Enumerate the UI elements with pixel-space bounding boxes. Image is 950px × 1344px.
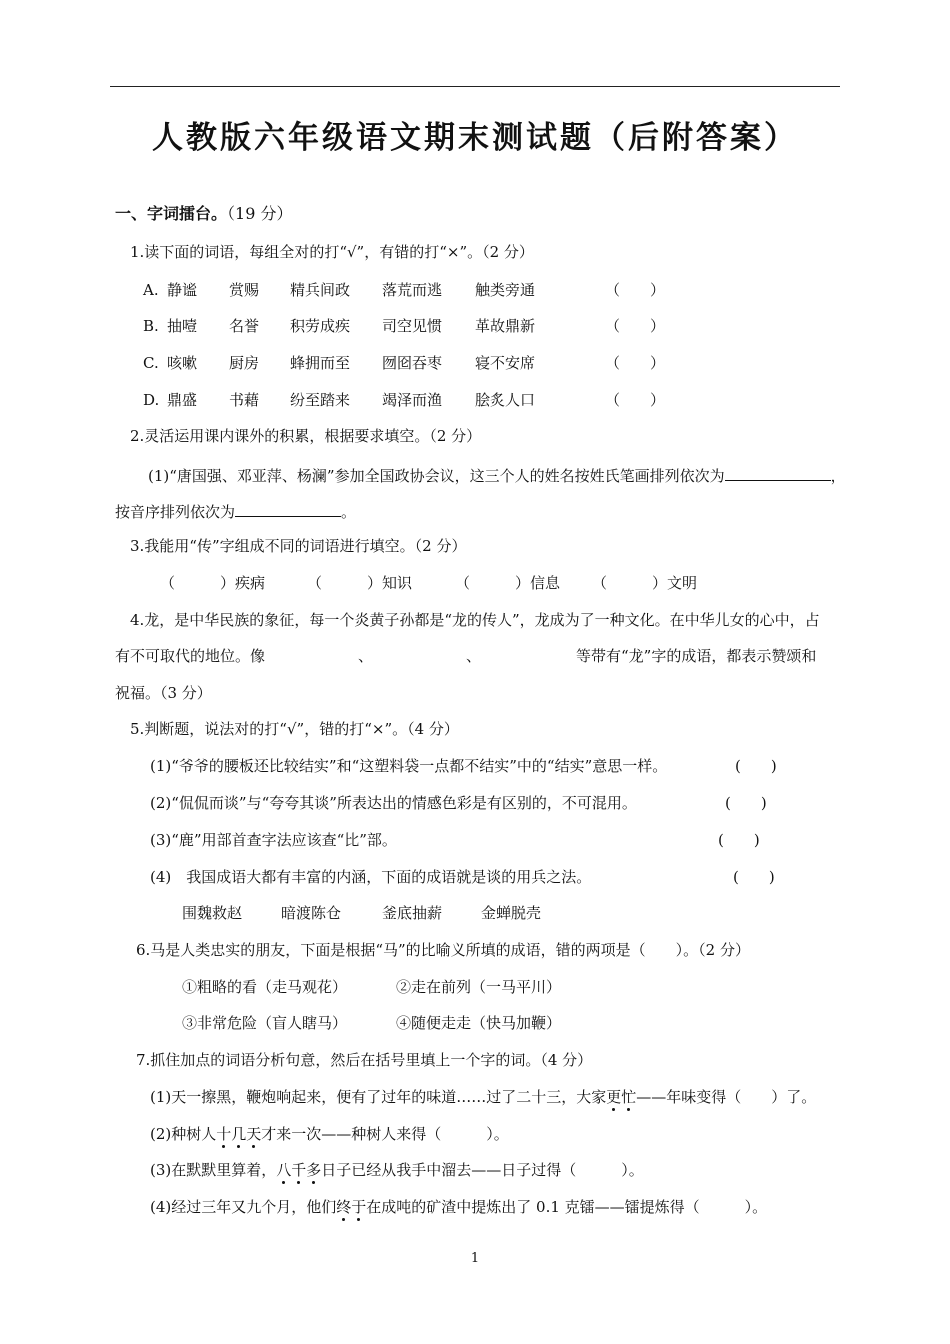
question-3-item: （ ）文明: [592, 574, 698, 592]
question-5-item-3: (3)“鹿”用部首查字法应该查“比”部。: [150, 831, 397, 849]
sentence-text: (1)天一擦黑，鞭炮响起来，便有了过年的味道……过了二十三，大家: [150, 1088, 607, 1106]
option-word: 厨房: [229, 354, 260, 372]
question-2-text-1: (1)“唐国强、邓亚萍、杨澜”参加全国政协会议，这三个人的姓名按姓氏笔画排列依次为: [148, 467, 725, 485]
question-4-separator: 、: [358, 647, 374, 665]
sentence-text: (3)在默默里算着，: [150, 1161, 277, 1179]
sentence-text: ——年味变得（ ）了。: [636, 1088, 817, 1106]
dotted-word: 八千多: [276, 1161, 322, 1179]
answer-paren[interactable]: （ ）: [605, 354, 666, 372]
option-word: 精兵间政: [290, 281, 351, 299]
section-score: （19 分）: [227, 204, 293, 223]
question-3-stem: 3.我能用“传”字组成不同的词语进行填空。（2 分）: [130, 537, 467, 555]
option-word: 静谧: [167, 281, 198, 299]
sentence-text: (2)种树人: [150, 1125, 217, 1143]
question-7-sentence-4: [150, 1197, 767, 1217]
question-6-option: ④随便走走（快马加鞭）: [396, 1014, 562, 1032]
answer-paren[interactable]: ( ): [735, 757, 777, 775]
answer-paren[interactable]: ( ): [733, 868, 775, 886]
section-label: 一、字词擂台。: [115, 204, 228, 223]
idiom: 金蝉脱壳: [481, 904, 542, 922]
question-4-line-3: 祝福。（3 分）: [115, 684, 212, 702]
idiom: 围魏救赵: [182, 904, 243, 922]
question-5-item-1: (1)“爷爷的腰板还比较结实”和“这塑料袋一点都不结实”中的“结实”意思一样。: [150, 757, 668, 775]
option-word: 蜂拥而至: [290, 354, 351, 372]
question-5-item-2: (2)“侃侃而谈”与“夸夸其谈”所表达出的情感色彩是有区别的，不可混用。: [150, 794, 637, 812]
option-word: 司空见惯: [382, 317, 443, 335]
option-word: 赏赐: [229, 281, 260, 299]
answer-blank[interactable]: [235, 500, 341, 517]
option-letter: D.: [143, 391, 160, 409]
answer-paren[interactable]: ( ): [718, 831, 760, 849]
idiom: 暗渡陈仓: [281, 904, 342, 922]
option-word: 触类旁通: [475, 281, 536, 299]
page-title: 人教版六年级语文期末测试题（后附答案）: [152, 120, 798, 156]
question-6-option: ①粗略的看（走马观花）: [182, 978, 348, 996]
question-2-end: 。: [341, 503, 357, 521]
header-rule: [110, 86, 840, 87]
question-4-separator: 、: [466, 647, 482, 665]
question-3-item: （ ）疾病: [160, 574, 266, 592]
dotted-word: 更忙: [606, 1088, 637, 1106]
answer-paren[interactable]: ( ): [725, 794, 767, 812]
dotted-word: 终于: [336, 1198, 367, 1216]
question-5-item-4: (4) 我国成语大都有丰富的内涵，下面的成语就是谈的用兵之法。: [150, 868, 592, 886]
option-word: 寝不安席: [475, 354, 536, 372]
question-7-sentence-2: [150, 1124, 509, 1144]
question-4-line-2b: 等带有“龙”字的成语，都表示赞颂和: [576, 647, 817, 665]
sentence-text: 日子已经从我手中溜去——日子过得（ ）。: [321, 1161, 644, 1179]
question-3-item: （ ）信息: [455, 574, 561, 592]
option-word: 革故鼎新: [475, 317, 536, 335]
option-word: 书藉: [229, 391, 260, 409]
question-6-stem: 6.马是人类忠实的朋友，下面是根据“马”的比喻义所填的成语，错的两项是（ ）。（2 分）: [136, 941, 750, 959]
question-4-line-2a: 有不可取代的地位。像: [115, 647, 266, 665]
page-number: 1: [470, 1251, 480, 1266]
question-2-line-1: [148, 464, 846, 486]
idiom: 釜底抽薪: [382, 904, 443, 922]
dotted-word: 十几天: [216, 1125, 262, 1143]
question-4-line-1: 4.龙，是中华民族的象征，每一个炎黄子孙都是“龙的传人”，龙成为了一种文化。在中华儿女的心中，占: [130, 611, 820, 629]
question-2-text-2: 按音序排列依次为: [115, 503, 236, 521]
option-word: 积劳成疾: [290, 317, 351, 335]
sentence-text: 才来一次——种树人来得（ ）。: [261, 1125, 509, 1143]
question-7-sentence-1: [150, 1087, 816, 1107]
option-word: 名誉: [229, 317, 260, 335]
question-7-sentence-3: [150, 1160, 644, 1180]
option-word: 抽噎: [167, 317, 198, 335]
option-letter: B.: [143, 317, 159, 335]
question-2-comma: ，: [830, 467, 846, 485]
question-2-line-2: [115, 500, 356, 522]
option-word: 咳嗽: [167, 354, 198, 372]
option-word: 囫囵吞枣: [382, 354, 443, 372]
section-heading: [115, 204, 292, 224]
option-word: 纷至踏来: [290, 391, 351, 409]
question-6-option: ②走在前列（一马平川）: [396, 978, 562, 996]
question-6-option: ③非常危险（盲人瞎马）: [182, 1014, 348, 1032]
question-3-item: （ ）知识: [307, 574, 413, 592]
answer-blank[interactable]: [725, 464, 831, 481]
sentence-text: (4)经过三年又九个月，他们: [150, 1198, 337, 1216]
question-1-stem: 1.读下面的词语，每组全对的打“√”，有错的打“×”。（2 分）: [130, 243, 534, 261]
answer-paren[interactable]: （ ）: [605, 281, 666, 299]
option-word: 竭泽而渔: [382, 391, 443, 409]
option-word: 落荒而逃: [382, 281, 443, 299]
answer-paren[interactable]: （ ）: [605, 391, 666, 409]
option-word: 脍炙人口: [475, 391, 536, 409]
option-letter: C.: [143, 354, 159, 372]
question-5-stem: 5.判断题，说法对的打“√”，错的打“×”。（4 分）: [130, 720, 459, 738]
option-letter: A.: [143, 281, 159, 299]
answer-paren[interactable]: （ ）: [605, 317, 666, 335]
option-word: 鼎盛: [167, 391, 198, 409]
sentence-text: 在成吨的矿渣中提炼出了 0.1 克镭——镭提炼得（ ）。: [366, 1198, 768, 1216]
question-2-stem: 2.灵活运用课内课外的积累，根据要求填空。（2 分）: [130, 427, 482, 445]
question-7-stem: 7.抓住加点的词语分析句意，然后在括号里填上一个字的词。（4 分）: [136, 1051, 593, 1069]
